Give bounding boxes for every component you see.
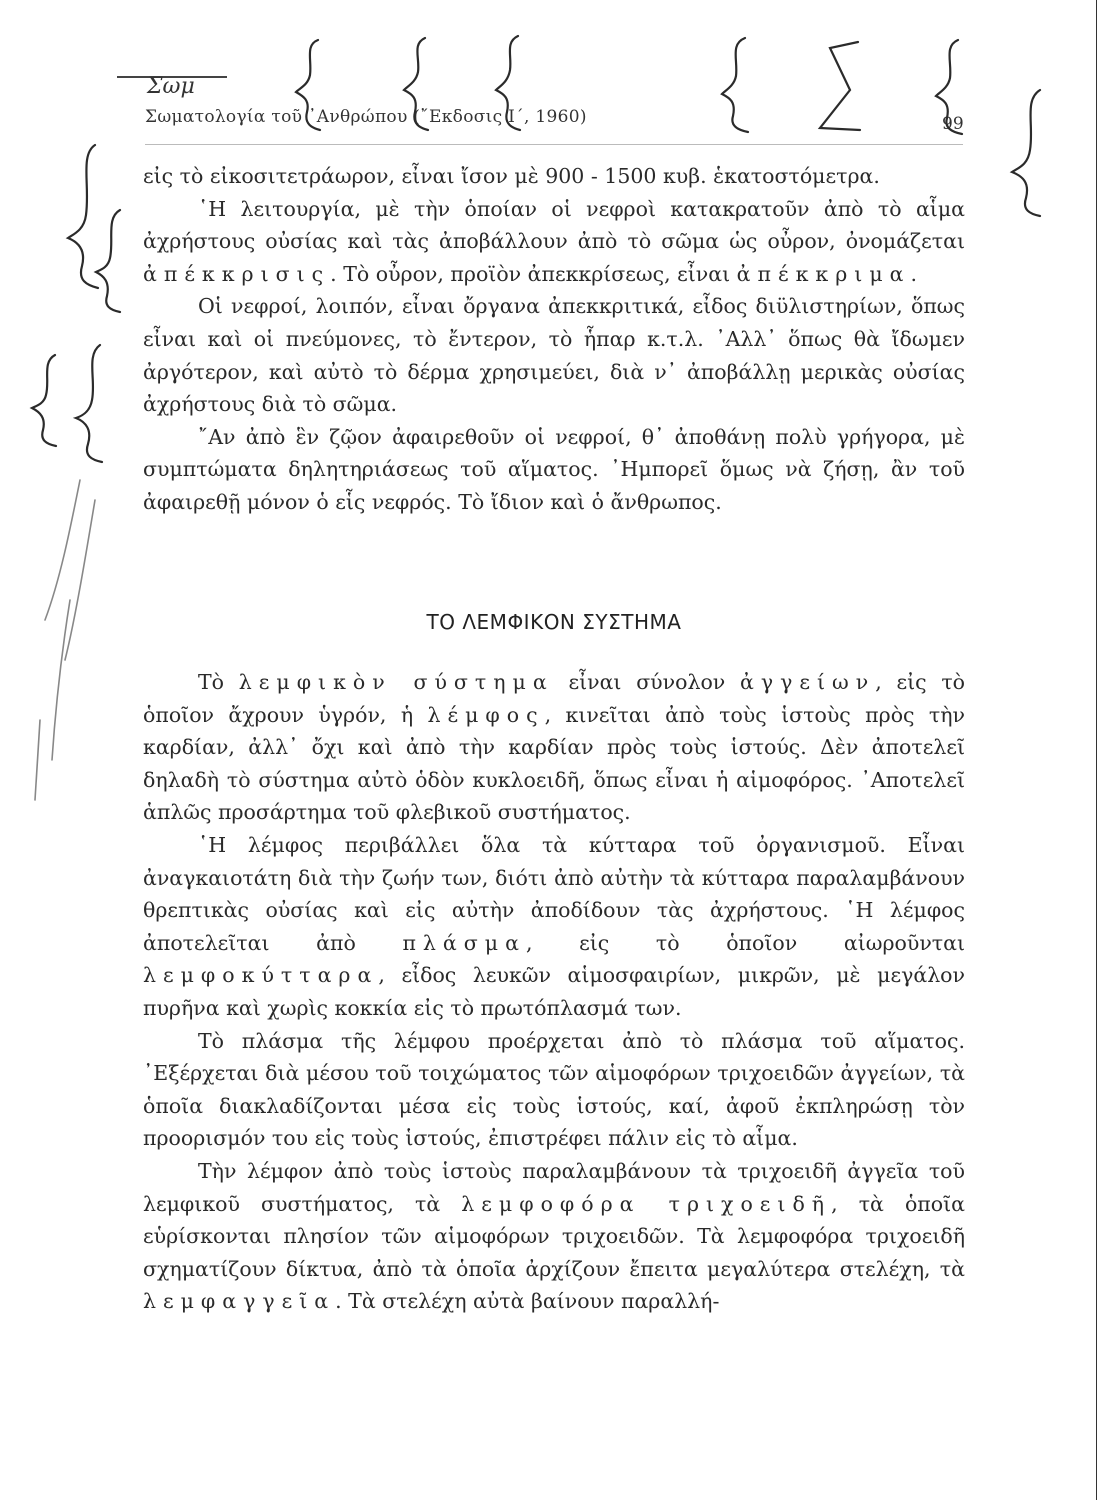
text-run: . Τὸ οὖρον, προϊὸν ἀπεκκρίσεως, εἶναι xyxy=(330,261,737,286)
pencil-mark xyxy=(45,480,80,620)
sigma-mark xyxy=(820,42,860,130)
text-run: ῾Η λειτουργία, μὲ τὴν ὁποίαν οἱ νεφροὶ κατακρατοῦν ἀπὸ τὸ αἷμα ἀχρήστους οὐσίας καὶ τὰς ἀποβάλλουν ἀπὸ τὸ σῶμα ὡς οὖρον, ὀνομάζεται xyxy=(143,196,965,254)
running-title: Σωματολογία τοῦ ᾿Ανθρώπου (῎Εκδοσις Ι΄, 1960) xyxy=(145,107,587,127)
pencil-mark xyxy=(65,500,95,660)
section-1-body xyxy=(143,160,965,519)
text-run: Τὸ xyxy=(198,670,239,694)
pencil-mark xyxy=(52,600,70,760)
section-2-body xyxy=(143,666,965,1318)
spaced-term: λεμφοκύτταρα xyxy=(143,963,379,988)
brace-mark xyxy=(68,145,98,288)
text-run: , εἰς τὸ ὁποῖον ἄχρουν ὑγρόν, ἡ xyxy=(143,670,966,727)
text-run: . Τὰ στελέχη αὐτὰ βαίνουν παραλλή- xyxy=(335,1289,720,1314)
header-rule xyxy=(145,144,963,145)
page-number: 99 xyxy=(942,114,964,134)
text-run: εἰς τὸ εἰκοσιτετράωρον, εἶναι ἴσον μὲ 900 - 1500 κυβ. ἑκατοστόμετρα. xyxy=(143,164,880,188)
paragraph xyxy=(143,421,965,519)
text-run: ῾Η λέμφος περιβάλλει ὅλα τὰ κύτταρα τοῦ ὀργανισμοῦ. Εἶναι ἀναγκαιοτάτη διὰ τὴν ζωήν των, διότι ἀπὸ αὐτὴν τὰ κύτταρα παραλαμβάνουν θρεπτικὰς οὐσίας καὶ εἰς αὐτὴν ἀποδίδουν τὰς ἀχρήστους. ῾Η λέμφος ἀποτελεῖται ἀπὸ xyxy=(143,832,965,955)
section-title: ΤΟ ΛΕΜΦΙΚΟΝ ΣΥΣΤΗΜΑ xyxy=(426,610,682,634)
spaced-term: λέμφος xyxy=(427,702,545,727)
spaced-term: ἀπέκκριμα xyxy=(736,261,911,286)
paragraph xyxy=(143,1155,965,1318)
paragraph xyxy=(143,290,965,420)
spaced-term: λεμφοφόρα τριχοειδῆ xyxy=(461,1191,832,1216)
paragraph xyxy=(143,1025,965,1155)
brace-mark xyxy=(722,38,748,132)
spaced-term: λεμφικὸν σύστημα xyxy=(238,670,554,694)
paragraph xyxy=(143,829,965,1025)
text-run: Τὸ πλάσμα τῆς λέμφου προέρχεται ἀπὸ τὸ πλάσμα τοῦ αἵματος. ᾿Εξέρχεται διὰ μέσου τοῦ τοιχώματος τῶν αἱμοφόρων τριχοειδῶν ἀγγείων, τὰ ὁποῖα διακλαδίζονται μέσα εἰς τοὺς ἱστούς, καί, ἀφοῦ ἐκπληρώσῃ τὸν προορισμόν του εἰς τοὺς ἱστούς, ἐπιστρέφει πάλιν εἰς τὸ αἷμα. xyxy=(143,1028,965,1151)
text-run: , εἰς τὸ ὁποῖον αἰωροῦνται xyxy=(525,930,966,955)
handwritten-signature: Σωμ xyxy=(147,74,195,99)
brace-mark xyxy=(32,355,56,446)
paragraph xyxy=(143,666,965,829)
text-run: , τὰ ὁποῖα εὑρίσκονται πλησίον τῶν αἱμοφόρων τριχοειδῶν. Τὰ λεμφοφόρα τριχοειδῆ σχηματίζουν δίκτυα, ἀπὸ τὰ ὁποῖα ἀρχίζουν ἔπειτα μεγαλύτερα στελέχη, τὰ xyxy=(143,1191,965,1281)
text-run: Τὴν λέμφον ἀπὸ τοὺς ἱστοὺς παραλαμβάνουν τὰ τριχοειδῆ ἀγγεῖα τοῦ λεμφικοῦ συστήματος, τὰ xyxy=(143,1158,965,1216)
page-edge-line xyxy=(1096,0,1097,1500)
text-run: , εἶδος λευκῶν αἱμοσφαιρίων, μικρῶν, μὲ μεγάλον πυρῆνα καὶ χωρὶς κοκκία εἰς τὸ πρωτόπλασμά των. xyxy=(143,963,965,1020)
text-run: εἶναι σύνολον xyxy=(553,670,740,694)
spaced-term: ἀπέκκρισις xyxy=(143,261,331,286)
spaced-term: ἀγγείων xyxy=(740,670,876,694)
spaced-term: πλάσμα xyxy=(402,930,526,955)
pencil-mark xyxy=(35,720,40,800)
text-run: , κινεῖται ἀπὸ τοὺς ἱστοὺς πρὸς τὴν καρδίαν, ἀλλ᾿ ὄχι καὶ ἀπὸ τὴν καρδίαν πρὸς τοὺς ἱστούς. Δὲν ἀποτελεῖ δηλαδὴ τὸ σύστημα αὐτὸ ὁδὸν κυκλοειδῆ, ὅπως εἶναι ἡ αἱμοφόρος. ᾿Αποτελεῖ ἁπλῶς προσάρτημα τοῦ φλεβικοῦ συστήματος. xyxy=(143,702,965,825)
brace-mark xyxy=(76,345,102,462)
text-run: . xyxy=(910,261,918,286)
text-run: Οἱ νεφροί, λοιπόν, εἶναι ὄργανα ἀπεκκριτικά, εἶδος διϋλιστηρίων, ὅπως εἶναι καὶ οἱ πνεύμονες, τὸ ἔντερον, τὸ ἧπαρ κ.τ.λ. ᾿Αλλ᾿ ὅπως θὰ ἴδωμεν ἀργότερον, καὶ αὐτὸ τὸ δέρμα χρησιμεύει, διὰ ν᾿ ἀποβάλλῃ μερικὰς οὐσίας ἀχρήστους διὰ τὸ σῶμα. xyxy=(143,294,965,417)
paragraph xyxy=(143,193,965,291)
spaced-term: λεμφαγγεῖα xyxy=(143,1289,336,1314)
brace-mark xyxy=(96,210,120,312)
text-run: ῎Αν ἀπὸ ἓν ζῷον ἀφαιρεθοῦν οἱ νεφροί, θ᾿ ἀποθάνῃ πολὺ γρήγορα, μὲ συμπτώματα δηλητηριάσεως τοῦ αἵματος. ᾿Ημπορεῖ ὅμως νὰ ζήσῃ, ἂν τοῦ ἀφαιρεθῇ μόνον ὁ εἷς νεφρός. Τὸ ἴδιον καὶ ὁ ἄνθρωπος. xyxy=(143,424,965,514)
brace-mark xyxy=(1012,90,1040,216)
paragraph xyxy=(143,160,965,193)
